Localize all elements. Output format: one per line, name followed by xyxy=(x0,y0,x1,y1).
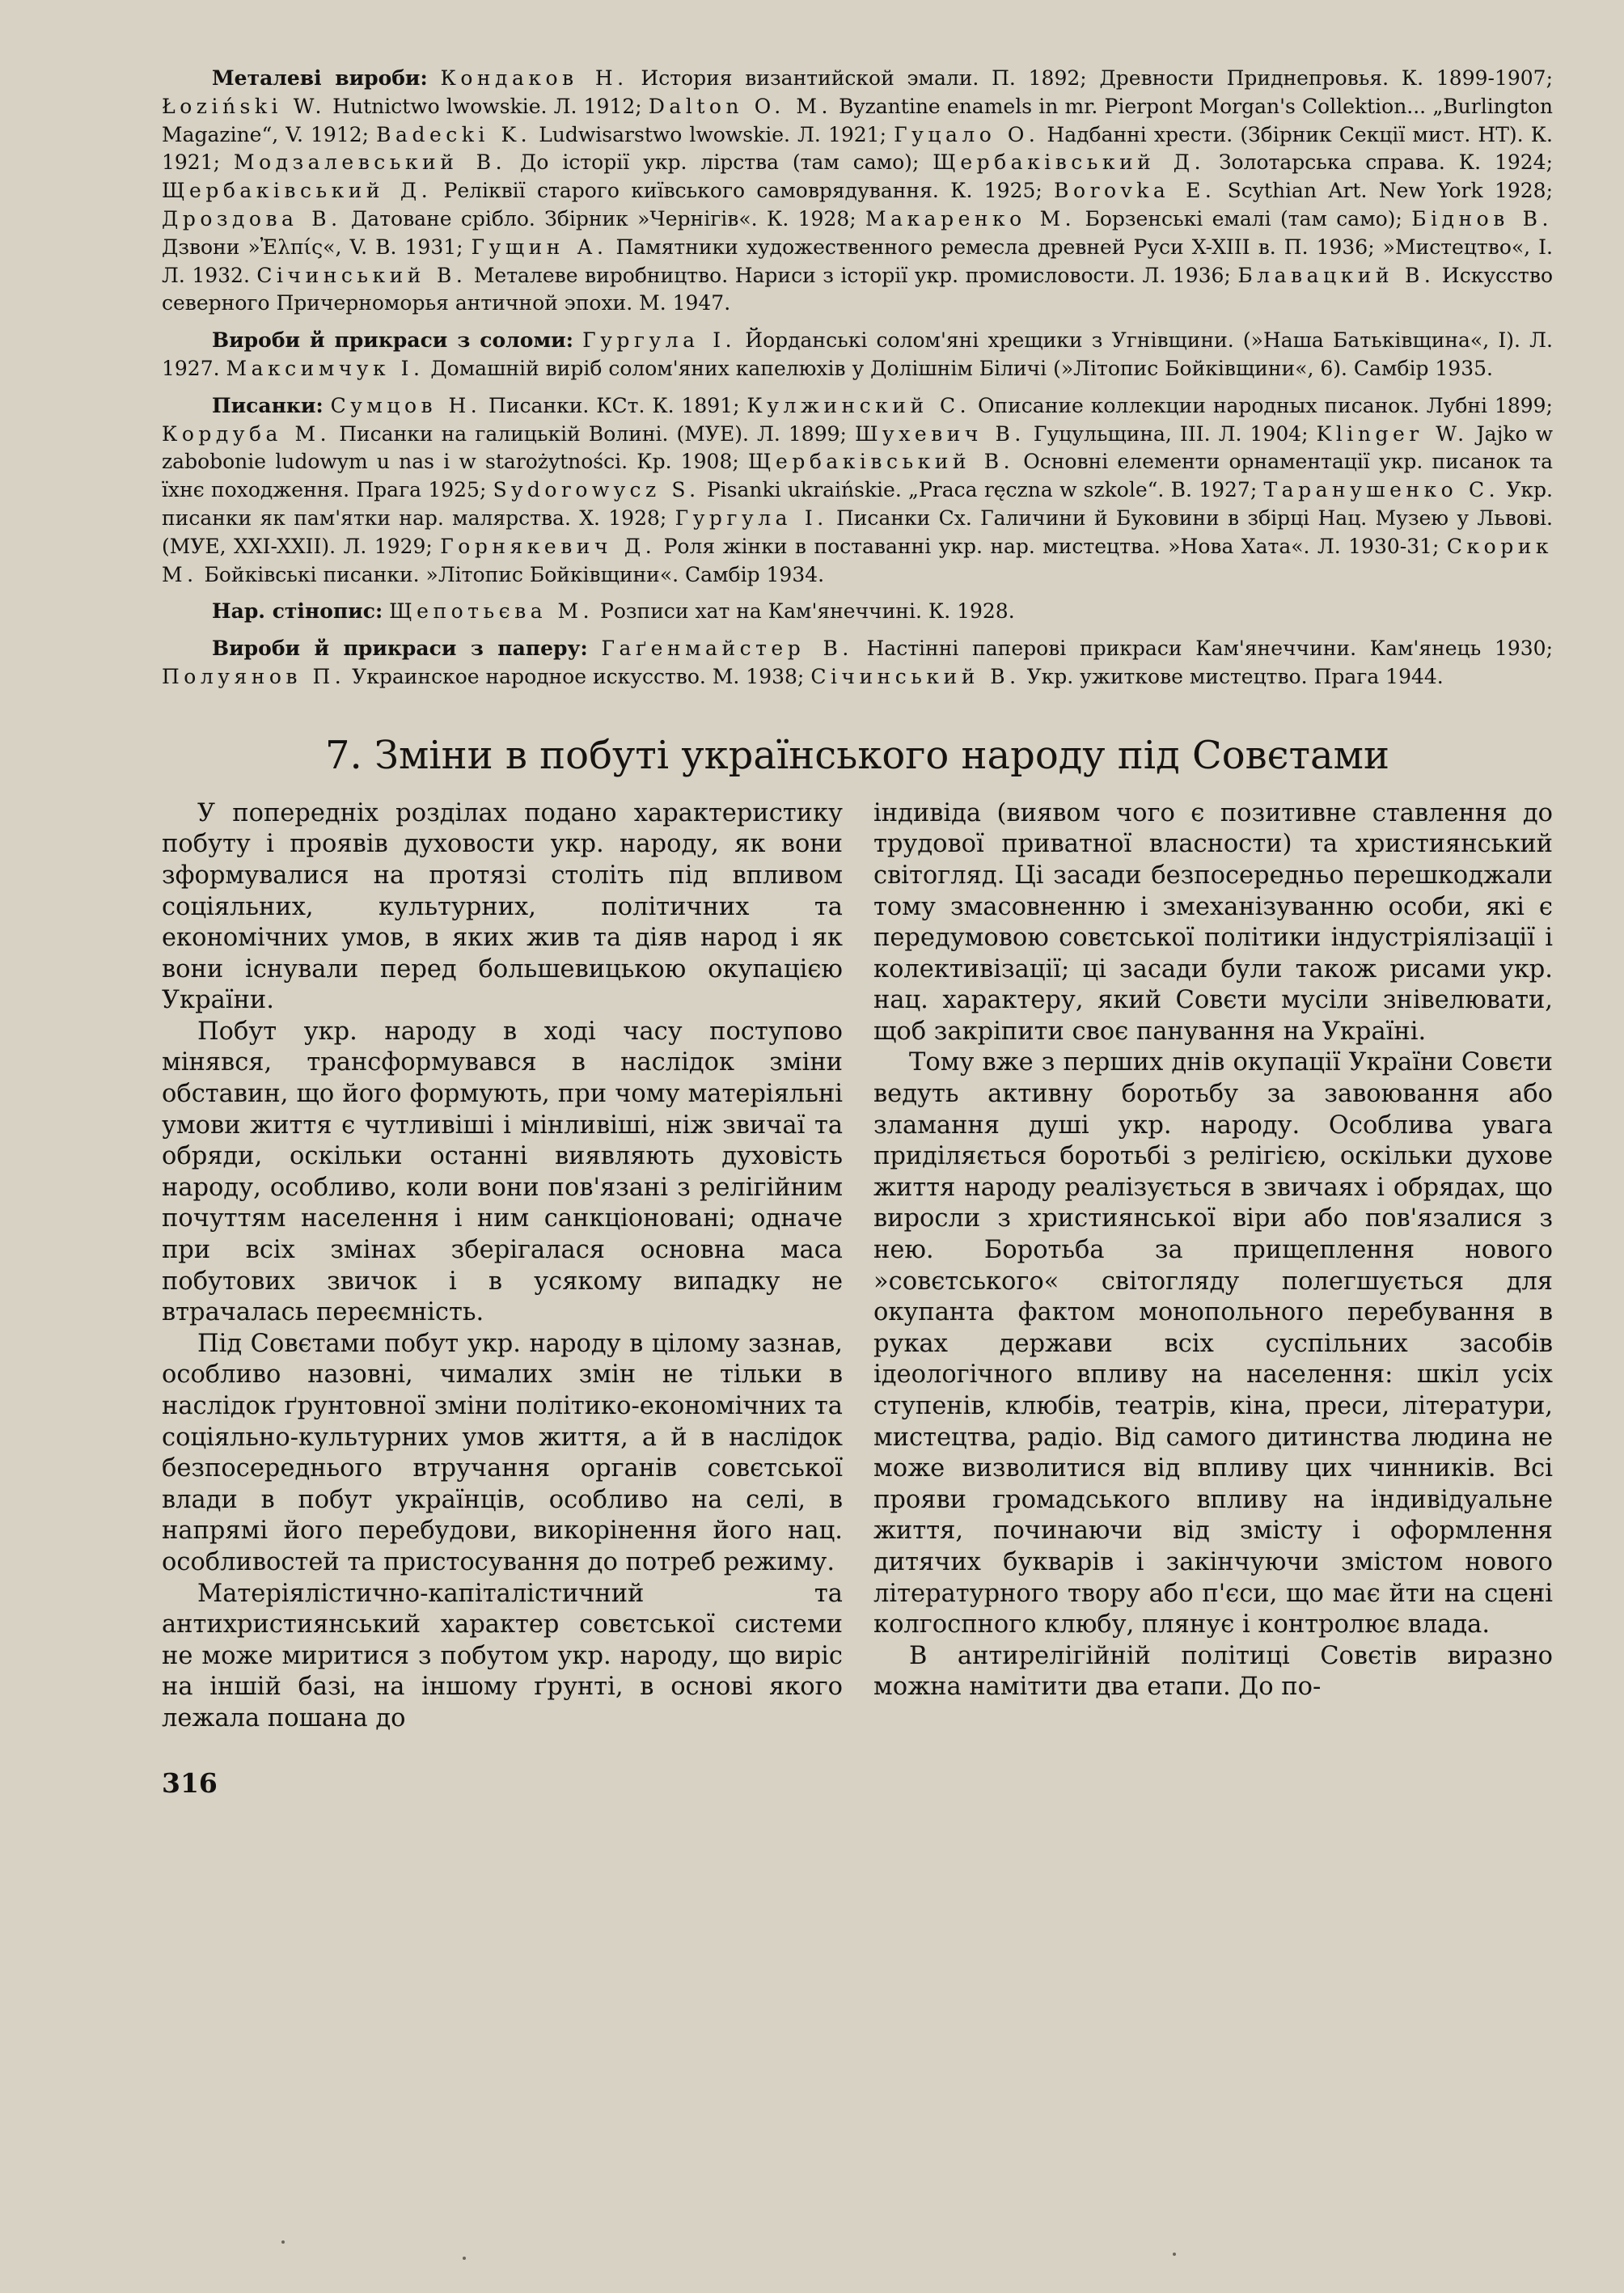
bibliography-entry-text: Роля жінки в поставанні укр. нар. мистецтва. »Нова Хата«. Л. 1930-31; xyxy=(656,534,1447,558)
bibliography-entry-text: История византийской эмали. П. 1892; Древности Приднепровья. К. 1899-1907; xyxy=(628,66,1554,90)
bibliography-author: Гургула I. xyxy=(582,328,737,353)
bibliography-entry-text: Укр. писанки як пам'ятки нар. малярства. Х. 1928; xyxy=(162,478,1553,530)
page-number: 316 xyxy=(162,1766,218,1799)
bibliography-author: Гущин А. xyxy=(471,235,608,259)
bibliography-category: Вироби й прикраси з паперу: xyxy=(212,637,588,661)
bibliography-author: Dalton O. M. xyxy=(648,94,832,118)
bibliography-entry-text: Датоване срібло. Збірник »Чернігів«. К. 1928; xyxy=(341,206,866,231)
bibliography-entry-text: Jajko w zabobonie ludowym u nas i w starożytności. Кр. 1908; xyxy=(162,421,1554,474)
bibliography-entry-text: Гуцульщина, III. Л. 1904; xyxy=(1025,421,1317,446)
bibliography-entry-text: Йорданські солом'яні хрещики з Угнівщини. (»Наша Батьківщина«, I). Л. 1927. xyxy=(162,328,1553,380)
paper-speck xyxy=(463,2257,466,2260)
bibliography-entry-text: Розписи хат на Кам'янеччині. К. 1928. xyxy=(594,599,1015,624)
bibliography-author: Сумцов Н. xyxy=(330,393,482,417)
bibliography-entry-text: Реліквії старого київського самоврядування. К. 1925; xyxy=(432,179,1055,203)
left-column xyxy=(162,798,843,1735)
bibliography-category: Писанки: xyxy=(212,393,324,417)
bibliography-author: Кулжинский С. xyxy=(746,393,971,417)
bibliography-entry-text: Искусство северного Причерноморья античной эпохи. М. 1947. xyxy=(162,263,1553,315)
paper-speck xyxy=(1173,2253,1176,2256)
bibliography-author: Гуцало О. xyxy=(894,122,1040,146)
bibliography-author: Щепотьєва М. xyxy=(389,599,594,624)
bibliography-author: Кондаков Н. xyxy=(440,66,628,90)
bibliography-author: Січинський В. xyxy=(256,263,467,287)
bibliography-entry-text: Основні елементи орнаментації укр. писанок та їхнє походження. Прага 1925; xyxy=(162,450,1553,502)
bibliography-entry-text: Настінні паперові прикраси Кам'янеччини. Кам'янець 1930; xyxy=(852,637,1553,661)
bibliography-author: Гургула I. xyxy=(675,506,828,530)
bibliography-author: Блавацкий В. xyxy=(1237,263,1436,287)
bibliography-entry-text: Надбанні хрести. (Збірник Секції мист. НТ). К. 1921; xyxy=(162,122,1553,175)
bibliography-author: Щербаківський Д. xyxy=(162,179,433,203)
bibliography-author: Borovka E. xyxy=(1054,179,1216,203)
body-paragraph: Матеріялістично-капіталістичний та антихристиянський характер совєтської системи не може миритися з побутом укр. народу, що виріс на іншій базі, на іншому ґрунті, в основі якого лежала пошана до xyxy=(162,1579,843,1732)
bibliography-entry-text: Борзенські емалі (там само); xyxy=(1076,206,1412,231)
bibliography-author: Sydorowycz S. xyxy=(493,478,700,502)
bibliography-category: Вироби й прикраси з соломи: xyxy=(212,328,573,353)
bibliography-entry-text: Писанки Сх. Галичини й Буковини в збірці Нац. Музею у Львові. (МУЕ, XXI-XXII). Л. 1929; xyxy=(162,506,1553,558)
bibliography-author: Дроздова В. xyxy=(162,206,342,231)
bibliography-paragraph xyxy=(162,598,1553,626)
body-paragraph: В антирелігійній політиці Совєтів виразно можна намітити два етапи. До по- xyxy=(873,1641,1553,1702)
bibliography-author: Таранушенко С. xyxy=(1263,478,1500,502)
bibliography-entry-text: Описание коллекции народных писанок. Лубні 1899; xyxy=(971,393,1553,417)
bibliography-entry-text: Scythian Art. New York 1928; xyxy=(1216,179,1553,203)
body-paragraph: Тому вже з перших днів окупації України Совєти ведуть активну боротьбу за завоювання або зламання душі укр. народу. Особлива увага приділяється боротьбі з релігією, оскільки духове життя народу реалізується в звичаях і обрядах, що виросли з християнської віри або пов'язалися з нею. Боротьба за прищеплення нового »совєтського« світогляду полегшується для окупанта фактом монопольного перебування в руках держави всіх суспільних засобів ідеологічного впливу на населення: шкіл усіх ступенів, клюбів, театрів, кіна, преси, літератури, мистецтва, радіо. Від самого дитинства людина не може визволитися від впливу цих чинників. Всі прояви громадського впливу на індивідуальне життя, починаючи від змісту і оформлення дитячих букварів і закінчуючи змістом нового літературного твору або п'єси, що має йти на сцені колгоспного клюбу, плянує і контролює влада. xyxy=(873,1048,1553,1639)
bibliography-author: Полуянов П. xyxy=(162,664,346,688)
bibliography-paragraph xyxy=(162,327,1553,383)
bibliography-paragraph xyxy=(162,635,1553,692)
bibliography-author: Łoziński W. xyxy=(162,94,326,118)
bibliography-entry-text: Дзвони »Ἐλπίς«, V. В. 1931; xyxy=(162,235,472,259)
bibliography-entry-text: Pisanki ukraińskie. „Praca ręczna w szkole“. В. 1927; xyxy=(700,478,1264,502)
bibliography-entry-text: Укр. ужиткове мистецтво. Прага 1944. xyxy=(1020,664,1444,688)
bibliography-category: Нар. стінопис: xyxy=(212,599,383,624)
body-paragraph: У попередніх розділах подано характеристику побуту і проявів духовости укр. народу, як вони зформувалися на протязі століть під впливом соціяльних, культурних, політичних та економічних умов, в яких жив та діяв народ і як вони існували перед большевицькою окупацією України. xyxy=(162,798,843,1015)
bibliography-entry-text: Металеве виробництво. Нариси з історії укр. промисловости. Л. 1936; xyxy=(467,263,1238,287)
bibliography-entry-text: Byzantine enamels in mr. Pierpont Morgan's Collektion... „Burlington Magazine“, V. 1912; xyxy=(162,94,1553,146)
bibliography-entry-text: Писанки. КСт. К. 1891; xyxy=(481,393,747,417)
bibliography-author: Кордуба М. xyxy=(162,421,332,446)
bibliography-entry-text: Бойківські писанки. »Літопис Бойківщини«. Самбір 1934. xyxy=(197,562,825,586)
bibliography-entry-text: Домашній виріб солом'яних капелюхів у Долішнім Біличі (»Літопис Бойківщини«, 6). Самбір 1935. xyxy=(424,356,1493,380)
right-column xyxy=(873,798,1553,1703)
bibliography-entry-text: Золотарська справа. К. 1924; xyxy=(1205,150,1553,175)
bibliography-section xyxy=(162,65,1553,692)
bibliography-entry-text: Украинское народное искусство. М. 1938; xyxy=(345,664,811,688)
bibliography-author: Щербаківський Д. xyxy=(933,150,1206,175)
body-paragraph: Під Совєтами побут укр. народу в цілому зазнав, особливо назовні, чималих змін не тільки в наслідок ґрунтовної зміни політико-економічних та соціяльно-культурних умов життя, а й в наслідок безпосереднього втручання органів совєтської влади в побут українців, особливо на селі, в напрямі його перебудови, викорінення його нац. особливостей та пристосування до потреб режиму. xyxy=(162,1329,843,1576)
bibliography-author: Модзалевський В. xyxy=(233,150,507,175)
bibliography-author: Січинський В. xyxy=(810,664,1021,688)
bibliography-author: Klinger W. xyxy=(1316,421,1469,446)
bibliography-author: Щербаківський В. xyxy=(748,450,1015,474)
bibliography-entry-text: До історії укр. лірства (там само); xyxy=(506,150,933,175)
bibliography-paragraph xyxy=(162,392,1553,590)
bibliography-author: Шухевич В. xyxy=(855,421,1026,446)
bibliography-author: Макаренко М. xyxy=(865,206,1076,231)
bibliography-paragraph xyxy=(162,65,1553,318)
bibliography-author: Біднов В. xyxy=(1411,206,1553,231)
bibliography-category: Металеві вироби: xyxy=(212,66,428,90)
bibliography-entry-text: Памятники художественного ремесла древней Руси X-XIII в. П. 1936; »Мистецтво«, I. Л. 1932. xyxy=(162,235,1553,287)
bibliography-author: Гаґенмайстер В. xyxy=(601,637,853,661)
bibliography-author: Badecki K. xyxy=(376,122,532,146)
section-heading: 7. Зміни в побуті українського народу під Совєтами xyxy=(325,732,1389,778)
body-paragraph: індивіда (виявом чого є позитивне ставлення до трудової приватної власности) та християнський світогляд. Ці засади безпосередньо перешкоджали тому змасовненню і змеханізуванню особи, які є передумовою совєтської політики індустріялізації і колективізації; ці засади були також рисами укр. нац. характеру, який Совєти мусіли знівелювати, щоб закріпити своє панування на Україні. xyxy=(873,798,1553,1046)
bibliography-entry-text: Hutnictwo lwowskie. Л. 1912; xyxy=(325,94,649,118)
bibliography-author: Горнякевич Д. xyxy=(440,534,657,558)
paper-speck xyxy=(281,2240,285,2244)
body-paragraph: Побут укр. народу в ході часу поступово мінявся, трансформувався в наслідок зміни обставин, що його формують, при чому матеріяльні умови життя є чутливіші і мінливіші, ніж звичаї та обряди, оскільки останні виявляють духовість народу, особливо, коли вони пов'язані з релігійним почуттям населення і ним санкціоновані; одначе при всіх змінах зберігалася основна маса побутових звичок і в усякому випадку не втрачалась переємність. xyxy=(162,1017,843,1327)
bibliography-author: Максимчук I. xyxy=(226,356,425,380)
bibliography-author: Скорик М. xyxy=(162,534,1553,586)
body-columns xyxy=(162,798,1553,1735)
bibliography-entry-text: Ludwisarstwo lwowskie. Л. 1921; xyxy=(531,122,894,146)
bibliography-entry-text: Писанки на галицькій Волині. (МУЕ). Л. 1899; xyxy=(331,421,856,446)
